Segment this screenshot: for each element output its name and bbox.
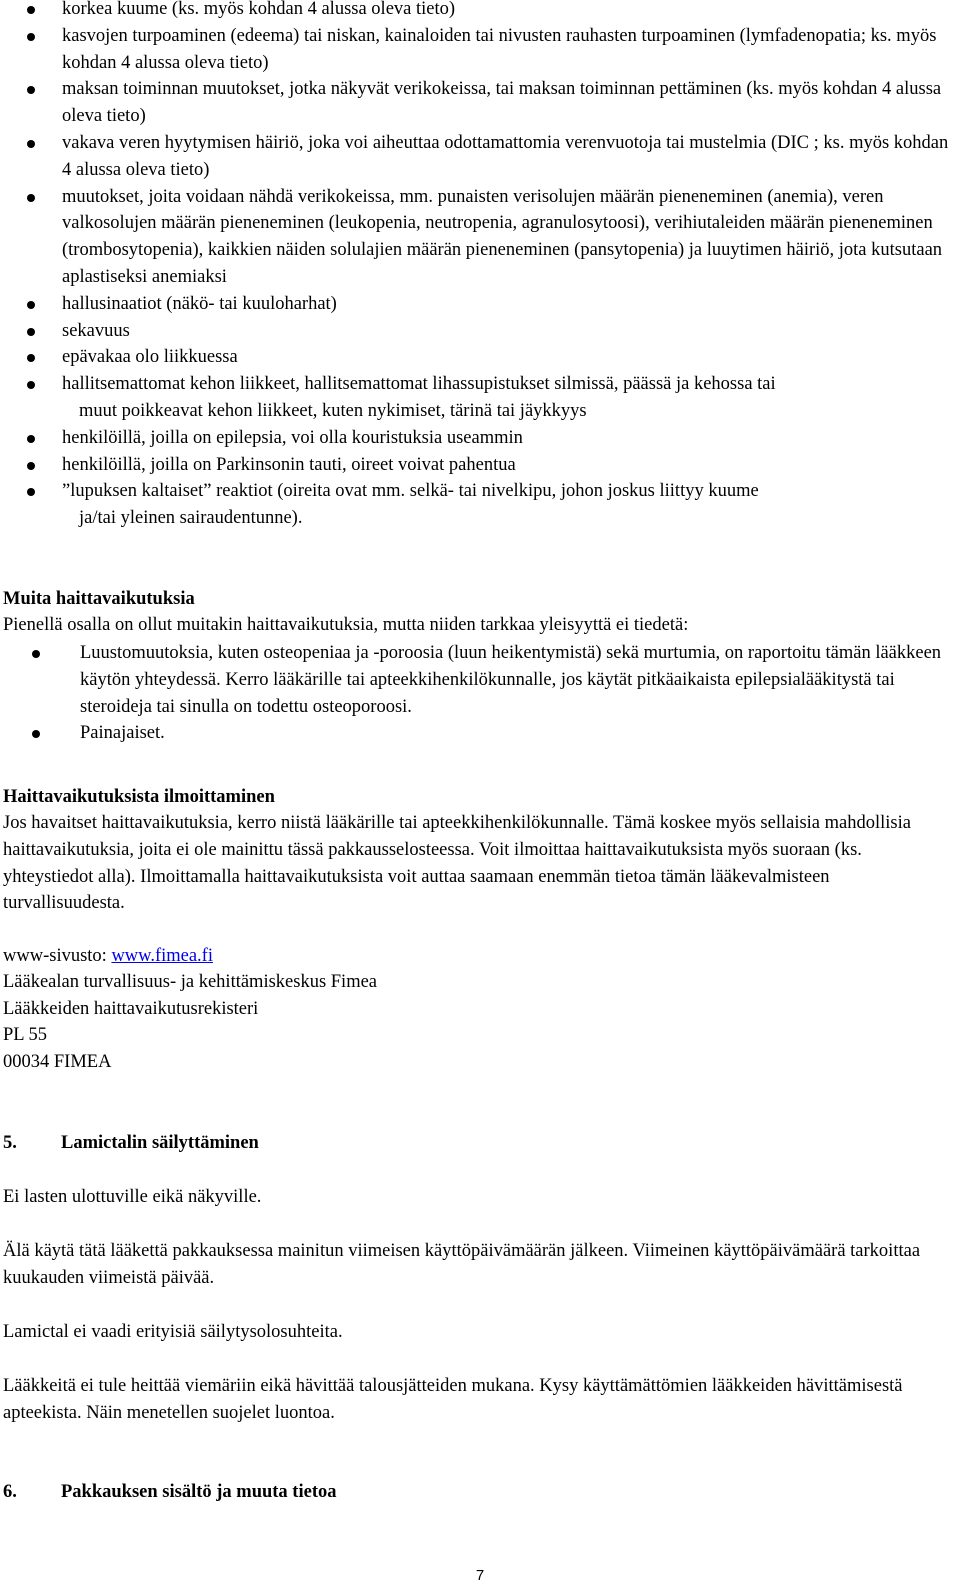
- website-line: [3, 943, 948, 970]
- list-item: korkea kuume (ks. myös kohdan 4 alussa oleva tieto): [0, 0, 950, 23]
- list-item: hallusinaatiot (näkö- tai kuuloharhat): [0, 291, 950, 318]
- section-5-paragraph: Ei lasten ulottuville eikä näkyville.: [3, 1187, 262, 1207]
- website-label: www-sivusto:: [3, 946, 112, 966]
- page-number: 7: [475, 1567, 485, 1584]
- side-effects-list-block: [0, 0, 950, 532]
- muita-intro: Pienellä osalla on ollut muitakin haittavaikutuksia, mutta niiden tarkkaa yleisyyttä ei tiedetä:: [3, 615, 689, 635]
- section-5-paragraph: Lääkkeitä ei tule heittää viemäriin eikä hävittää talousjätteiden mukana. Kysy käyttämättömien lääkkeiden hävittämisestä apteekista. Näin menetellen suojelet luontoa.: [3, 1376, 903, 1423]
- list-item: Painajaiset.: [3, 720, 948, 747]
- fimea-link[interactable]: www.fimea.fi: [111, 946, 213, 966]
- section-title: Pakkauksen sisältö ja muuta tietoa: [61, 1482, 337, 1502]
- list-item: Luustomuutoksia, kuten osteopeniaa ja -poroosia (luun heikentymistä) sekä murtumia, on raportoitu tämän lääkkeen käytön yhteydessä. Kerro lääkärille tai apteekkihenkilökunnalle, jos käytät pitkäaikaista epilepsialääkitystä tai steroideja tai sinulla on todettu osteoporoosi.: [3, 640, 948, 720]
- list-item: epävakaa olo liikkuessa: [0, 344, 950, 371]
- section-5-paragraph: Lamictal ei vaadi erityisiä säilytysolosuhteita.: [3, 1322, 343, 1342]
- list-item-continuation: ja/tai yleinen sairaudentunne).: [79, 508, 303, 529]
- address-line: PL 55: [3, 1025, 48, 1045]
- section-title: Lamictalin säilyttäminen: [61, 1133, 259, 1153]
- list-item: henkilöillä, joilla on Parkinsonin tauti, oireet voivat pahentua: [0, 452, 950, 479]
- list-item-continuation: muut poikkeavat kehon liikkeet, kuten nykimiset, tärinä tai jäykkyys: [79, 400, 587, 421]
- section-6-heading: [3, 1479, 336, 1506]
- list-item: vakava veren hyytymisen häiriö, joka voi aiheuttaa odottamattomia verenvuotoja tai mustelmia (DIC ; ks. myös kohdan 4 alussa oleva tieto): [0, 130, 950, 184]
- side-effects-list: [0, 0, 950, 532]
- reporting-text: Jos havaitset haittavaikutuksia, kerro niistä lääkärille tai apteekkihenkilökunnalle. Tämä koskee myös sellaisia mahdollisia haittavaikutuksia, joita ei ole mainittu tässä pakkausselosteessa. Voit ilmoittaa haittavaikutuksista myös suoraan (ks. yhteystiedot alla). Ilmoittamalla haittavaikutuksista voit auttaa saamaan enemmän tietoa tämän lääkevalmisteen turvallisuudesta.: [3, 813, 911, 914]
- list-item: kasvojen turpoaminen (edeema) tai niskan, kainaloiden tai nivusten rauhasten turpoaminen (lymfadenopatia; ks. myös kohdan 4 alussa oleva tieto): [0, 23, 950, 77]
- list-item: henkilöillä, joilla on epilepsia, voi olla kouristuksia useammin: [0, 425, 950, 452]
- address-line: Lääkkeiden haittavaikutusrekisteri: [3, 999, 259, 1019]
- address-line: Lääkealan turvallisuus- ja kehittämiskeskus Fimea: [3, 972, 378, 992]
- list-item: ”lupuksen kaltaiset” reaktiot (oireita ovat mm. selkä- tai nivelkipu, johon joskus liittyy kuume ja/tai yleinen sairaudentunne).: [0, 478, 950, 532]
- muita-list: [3, 640, 948, 747]
- section-number: 6.: [3, 1482, 17, 1502]
- list-item: sekavuus: [0, 318, 950, 345]
- section-5-heading: [3, 1130, 259, 1157]
- list-item: muutokset, joita voidaan nähdä verikokeissa, mm. punaisten verisolujen määrän pieneneminen (anemia), veren valkosolujen määrän pieneneminen (leukopenia, neutropenia, agranulosytoosi), verihiutaleiden määrän pieneneminen (trombosytopenia), kaikkien näiden solulajien määrän pieneneminen (pansytopenia) ja luuytimen häiriö, jota kutsutaan aplastiseksi anemiaksi: [0, 184, 950, 291]
- muita-list-block: [3, 640, 948, 747]
- list-item: maksan toiminnan muutokset, jotka näkyvät verikokeissa, tai maksan toiminnan pettäminen (ks. myös kohdan 4 alussa oleva tieto): [0, 76, 950, 130]
- section-number: 5.: [3, 1133, 17, 1153]
- list-item: hallitsemattomat kehon liikkeet, hallitsemattomat lihassupistukset silmissä, päässä ja kehossa tai muut poikkeavat kehon liikkeet, kuten nykimiset, tärinä tai jäykkyys: [0, 371, 950, 425]
- address-line: 00034 FIMEA: [3, 1052, 112, 1072]
- reporting-heading: Haittavaikutuksista ilmoittaminen: [3, 787, 275, 807]
- muita-heading: Muita haittavaikutuksia: [3, 589, 195, 609]
- section-5-paragraph: Älä käytä tätä lääkettä pakkauksessa mainitun viimeisen käyttöpäivämäärän jälkeen. Viimeinen käyttöpäivämäärä tarkoittaa kuukauden viimeistä päivää.: [3, 1241, 921, 1288]
